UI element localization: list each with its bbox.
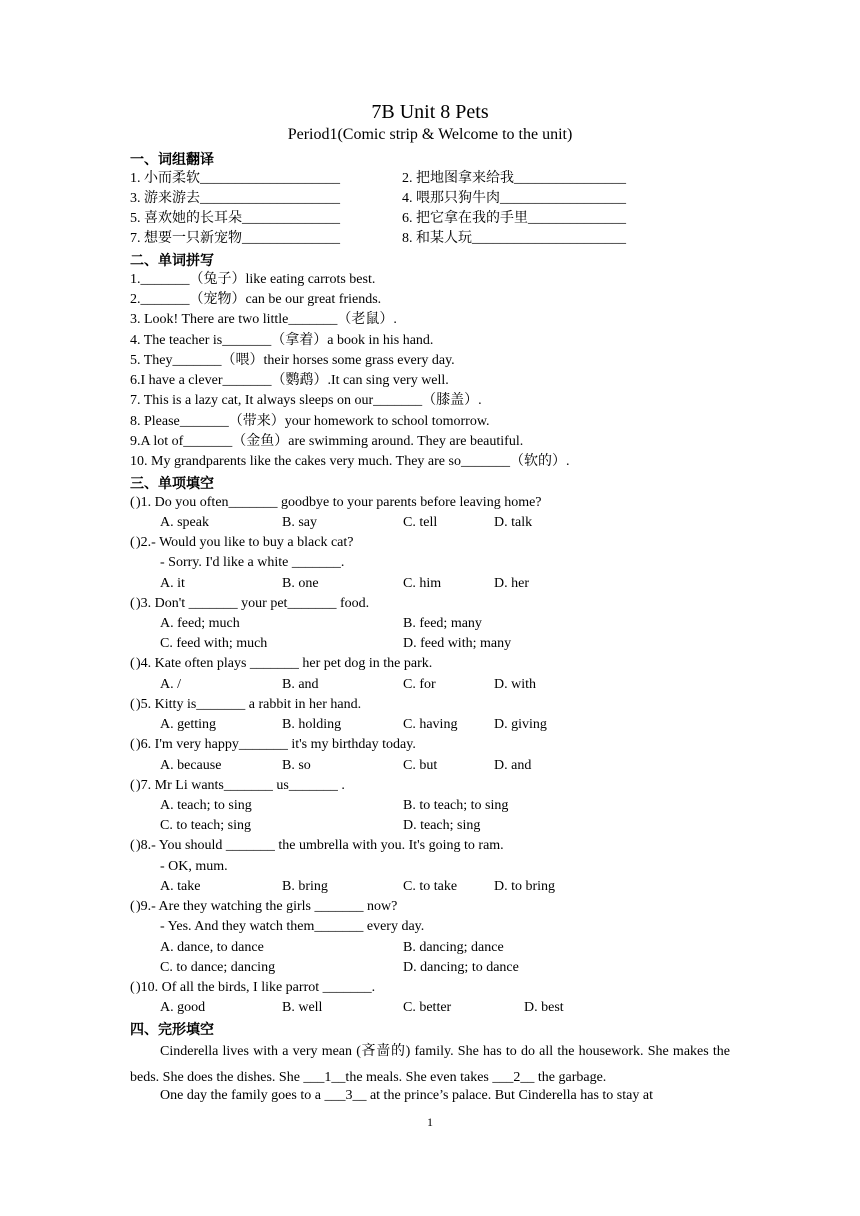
spelling-item: 3. Look! There are two little_______（老鼠）. [130, 312, 397, 327]
question-stem: )10. Of all the birds, I like parrot _______. [136, 980, 376, 995]
question-bracket: ( [130, 535, 135, 550]
option: C. to dance; dancing [160, 960, 276, 975]
spelling-item: 9.A lot of_______（金鱼）are swimming around. They are beautiful. [130, 434, 524, 449]
option: A. speak [160, 515, 209, 530]
option: A. / [160, 677, 181, 692]
option: C. tell [403, 515, 438, 530]
spelling-item: 7. This is a lazy cat, It always sleeps on our_______（膝盖）. [130, 393, 482, 408]
option: B. and [282, 677, 319, 692]
question-stem: )7. Mr Li wants_______ us_______ . [136, 778, 345, 793]
question-stem-line: - OK, mum. [160, 859, 228, 874]
option: A. because [160, 758, 222, 773]
option: D. to bring [494, 879, 556, 894]
spelling-item: 10. My grandparents like the cakes very much. They are so_______（软的）. [130, 454, 570, 469]
spelling-item: 1._______（兔子）like eating carrots best. [130, 272, 376, 287]
phrase-item: 1. 小而柔软____________________ [130, 171, 340, 186]
cloze-paragraph: Cinderella lives with a very mean (吝啬的) family. She has to do all the housework. She makes the beds. She does the dishes. She ___1__the meals. She even takes ___2__ the garbage. [130, 1044, 730, 1085]
option: A. good [160, 1000, 206, 1015]
option: C. for [403, 677, 436, 692]
option: A. getting [160, 717, 216, 732]
question-stem: )6. I'm very happy_______ it's my birthday today. [136, 737, 416, 752]
option: B. well [282, 1000, 323, 1015]
question-stem: )5. Kitty is_______ a rabbit in her hand. [136, 697, 362, 712]
phrase-item: 2. 把地图拿来给我________________ [402, 171, 626, 186]
option: C. to teach; sing [160, 818, 251, 833]
phrase-item: 8. 和某人玩______________________ [402, 231, 626, 246]
option: D. teach; sing [403, 818, 481, 833]
option: D. giving [494, 717, 547, 732]
question-stem: )4. Kate often plays _______ her pet dog in the park. [136, 656, 433, 671]
option: C. feed with; much [160, 636, 268, 651]
section-heading-1: 一、词组翻译 [130, 152, 214, 168]
option: A. teach; to sing [160, 798, 252, 813]
option: B. so [282, 758, 311, 773]
option: B. say [282, 515, 317, 530]
question-bracket: ( [130, 656, 135, 671]
question-stem: )2.- Would you like to buy a black cat? [136, 535, 354, 550]
spelling-item: 6.I have a clever_______（鹦鹉）.It can sing very well. [130, 373, 449, 388]
question-stem-line: - Sorry. I'd like a white _______. [160, 555, 345, 570]
phrase-item: 4. 喂那只狗牛肉__________________ [402, 191, 626, 206]
document-subtitle: Period1(Comic strip & Welcome to the unit) [287, 126, 573, 143]
option: C. to take [403, 879, 458, 894]
option: C. having [403, 717, 458, 732]
cloze-paragraph: One day the family goes to a ___3__ at the prince’s palace. But Cinderella has to stay at [160, 1088, 653, 1103]
question-stem: )3. Don't _______ your pet_______ food. [136, 596, 370, 611]
option: C. but [403, 758, 438, 773]
section-heading-3: 三、单项填空 [130, 476, 214, 492]
phrase-item: 6. 把它拿在我的手里______________ [402, 211, 626, 226]
option: D. best [524, 1000, 564, 1015]
question-bracket: ( [130, 737, 135, 752]
document-page [130, 0, 730, 1216]
option: D. with [494, 677, 536, 692]
question-stem: )9.- Are they watching the girls _______ now? [136, 899, 398, 914]
option: C. better [403, 1000, 452, 1015]
option: B. one [282, 576, 319, 591]
option: B. holding [282, 717, 342, 732]
option: D. her [494, 576, 529, 591]
section-heading-2: 二、单词拼写 [130, 253, 214, 269]
phrase-item: 5. 喜欢她的长耳朵______________ [130, 211, 340, 226]
option: A. it [160, 576, 185, 591]
spelling-item: 4. The teacher is_______（拿着）a book in his hand. [130, 333, 434, 348]
question-bracket: ( [130, 899, 135, 914]
phrase-item: 3. 游来游去____________________ [130, 191, 340, 206]
question-bracket: ( [130, 778, 135, 793]
option: A. dance, to dance [160, 940, 264, 955]
question-bracket: ( [130, 838, 135, 853]
question-stem: )1. Do you often_______ goodbye to your parents before leaving home? [136, 495, 542, 510]
option: A. feed; much [160, 616, 240, 631]
phrase-item: 7. 想要一只新宠物______________ [130, 231, 340, 246]
option: B. to teach; to sing [403, 798, 509, 813]
question-bracket: ( [130, 596, 135, 611]
question-bracket: ( [130, 495, 135, 510]
page-number: 1 [427, 1115, 433, 1129]
option: D. feed with; many [403, 636, 512, 651]
option: A. take [160, 879, 201, 894]
question-bracket: ( [130, 697, 135, 712]
question-stem: )8.- You should _______ the umbrella with you. It's going to ram. [136, 838, 504, 853]
spelling-item: 5. They_______（喂）their horses some grass every day. [130, 353, 455, 368]
question-stem-line: - Yes. And they watch them_______ every day. [160, 919, 425, 934]
option: D. and [494, 758, 532, 773]
option: B. feed; many [403, 616, 482, 631]
document-title: 7B Unit 8 Pets [371, 101, 489, 123]
section-heading-4: 四、完形填空 [130, 1022, 214, 1038]
spelling-item: 8. Please_______（带来）your homework to school tomorrow. [130, 414, 490, 429]
option: D. talk [494, 515, 533, 530]
option: D. dancing; to dance [403, 960, 519, 975]
spelling-item: 2._______（宠物）can be our great friends. [130, 292, 382, 307]
option: C. him [403, 576, 442, 591]
question-bracket: ( [130, 980, 135, 995]
option: B. bring [282, 879, 328, 894]
option: B. dancing; dance [403, 940, 504, 955]
